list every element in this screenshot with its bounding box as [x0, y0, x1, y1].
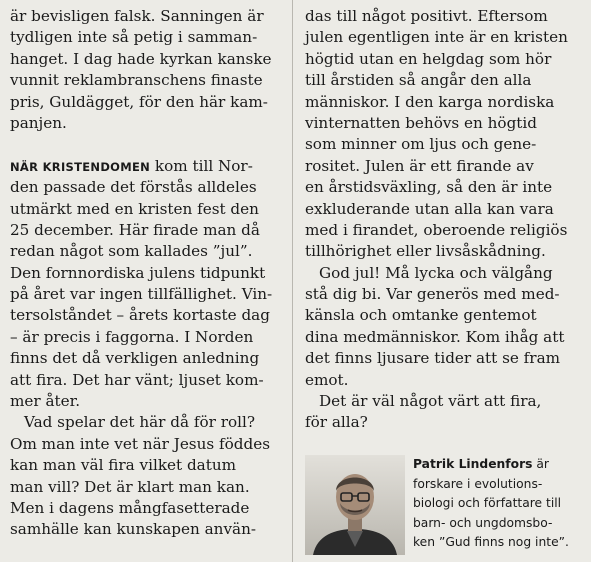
- text-line: vunnit reklambranschens finaste: [10, 71, 263, 90]
- bio-line: barn- och ungdomsbo-: [413, 515, 553, 530]
- kicker-continuation: kom till Nor-: [150, 156, 253, 175]
- text-line: – är precis i faggorna. I Norden: [10, 327, 254, 346]
- text-line: emot.: [305, 370, 349, 389]
- kicker-line: [10, 156, 282, 177]
- text-line: redan något som kallades ”jul”.: [10, 242, 253, 261]
- text-line: Det är väl något värt att fira,: [319, 392, 542, 411]
- text-line: kan man väl fira vilket datum: [10, 456, 237, 475]
- text-line: tydligen inte så petig i samman-: [10, 28, 258, 47]
- text-line: att fira. Det har vänt; ljuset kom-: [10, 370, 264, 389]
- text-line: högtid utan en helgdag som hör: [305, 49, 552, 68]
- text-line: rositet. Julen är ett firande av: [305, 156, 534, 175]
- text-line: Vad spelar det här då för roll?: [24, 413, 255, 432]
- author-photo: [305, 455, 405, 555]
- text-line: hanget. I dag hade kyrkan kanske: [10, 49, 272, 68]
- bio-name-suffix: är: [532, 457, 549, 471]
- bio-line: ken ”Gud finns nog inte”.: [413, 535, 569, 549]
- text-line: julen egentligen inte är en kristen: [305, 28, 568, 47]
- text-line: stå dig bi. Var generös med med-: [305, 285, 560, 304]
- text-line: på året var ingen tillfällighet. Vin-: [10, 285, 273, 304]
- text-line: tillhörighet eller livsåskådning.: [305, 242, 546, 261]
- text-line: är bevisligen falsk. Sanningen är: [10, 7, 264, 25]
- author-portrait-image: [305, 455, 405, 555]
- text-line: pris, Guldägget, för den här kam-: [10, 92, 268, 111]
- bio-line: [413, 455, 585, 475]
- text-line: exkluderande utan alla kan vara: [305, 199, 554, 218]
- column-divider: [292, 0, 293, 562]
- text-line: dina medmänniskor. Kom ihåg att: [305, 327, 565, 346]
- text-line: det finns ljusare tider att se fram: [305, 349, 561, 368]
- text-line: Men i dagens mångfasetterade: [10, 498, 250, 517]
- text-line: tersolståndet – årets kortaste dag: [10, 306, 270, 325]
- text-line: till årstiden så angår den alla: [305, 71, 532, 90]
- author-bio-text: [413, 455, 585, 553]
- text-line: God jul! Må lycka och välgång: [319, 263, 553, 282]
- text-line: 25 december. Här firade man då: [10, 220, 260, 239]
- text-line: människor. I den karga nordiska: [305, 92, 555, 111]
- section-kicker: NÄR KRISTENDOMEN: [10, 159, 151, 174]
- text-line: das till något positivt. Eftersom: [305, 7, 548, 25]
- text-line: Den fornnordiska julens tidpunkt: [10, 263, 266, 282]
- text-line: Om man inte vet när Jesus föddes: [10, 434, 270, 453]
- text-line: finns det då verkligen anledning: [10, 349, 260, 368]
- text-line: känsla och omtanke gentemot: [305, 306, 537, 325]
- text-line: mer åter.: [10, 392, 81, 411]
- text-line: man vill? Det är klart man kan.: [10, 477, 250, 496]
- text-line: vinternatten behövs en högtid: [305, 113, 537, 132]
- text-line: utmärkt med en kristen fest den: [10, 199, 259, 218]
- bio-line: biologi och författare till: [413, 496, 562, 510]
- paragraph-gap: [10, 134, 282, 155]
- text-line: med i firandet, oberoende religiös: [305, 220, 568, 239]
- text-line: den passade det förstås alldeles: [10, 178, 257, 197]
- text-line: som minner om ljus och gene-: [305, 135, 537, 154]
- text-line: panjen.: [10, 113, 67, 132]
- author-bio: [305, 455, 585, 555]
- text-line: för alla?: [305, 413, 368, 432]
- text-line: en årstidsväxling, så den är inte: [305, 178, 553, 197]
- left-column: [10, 6, 282, 541]
- text-line: samhälle kan kunskapen använ-: [10, 520, 257, 539]
- right-column: [305, 6, 585, 434]
- author-name: Patrik Lindenfors: [413, 457, 533, 471]
- bio-line: forskare i evolutions-: [413, 476, 543, 491]
